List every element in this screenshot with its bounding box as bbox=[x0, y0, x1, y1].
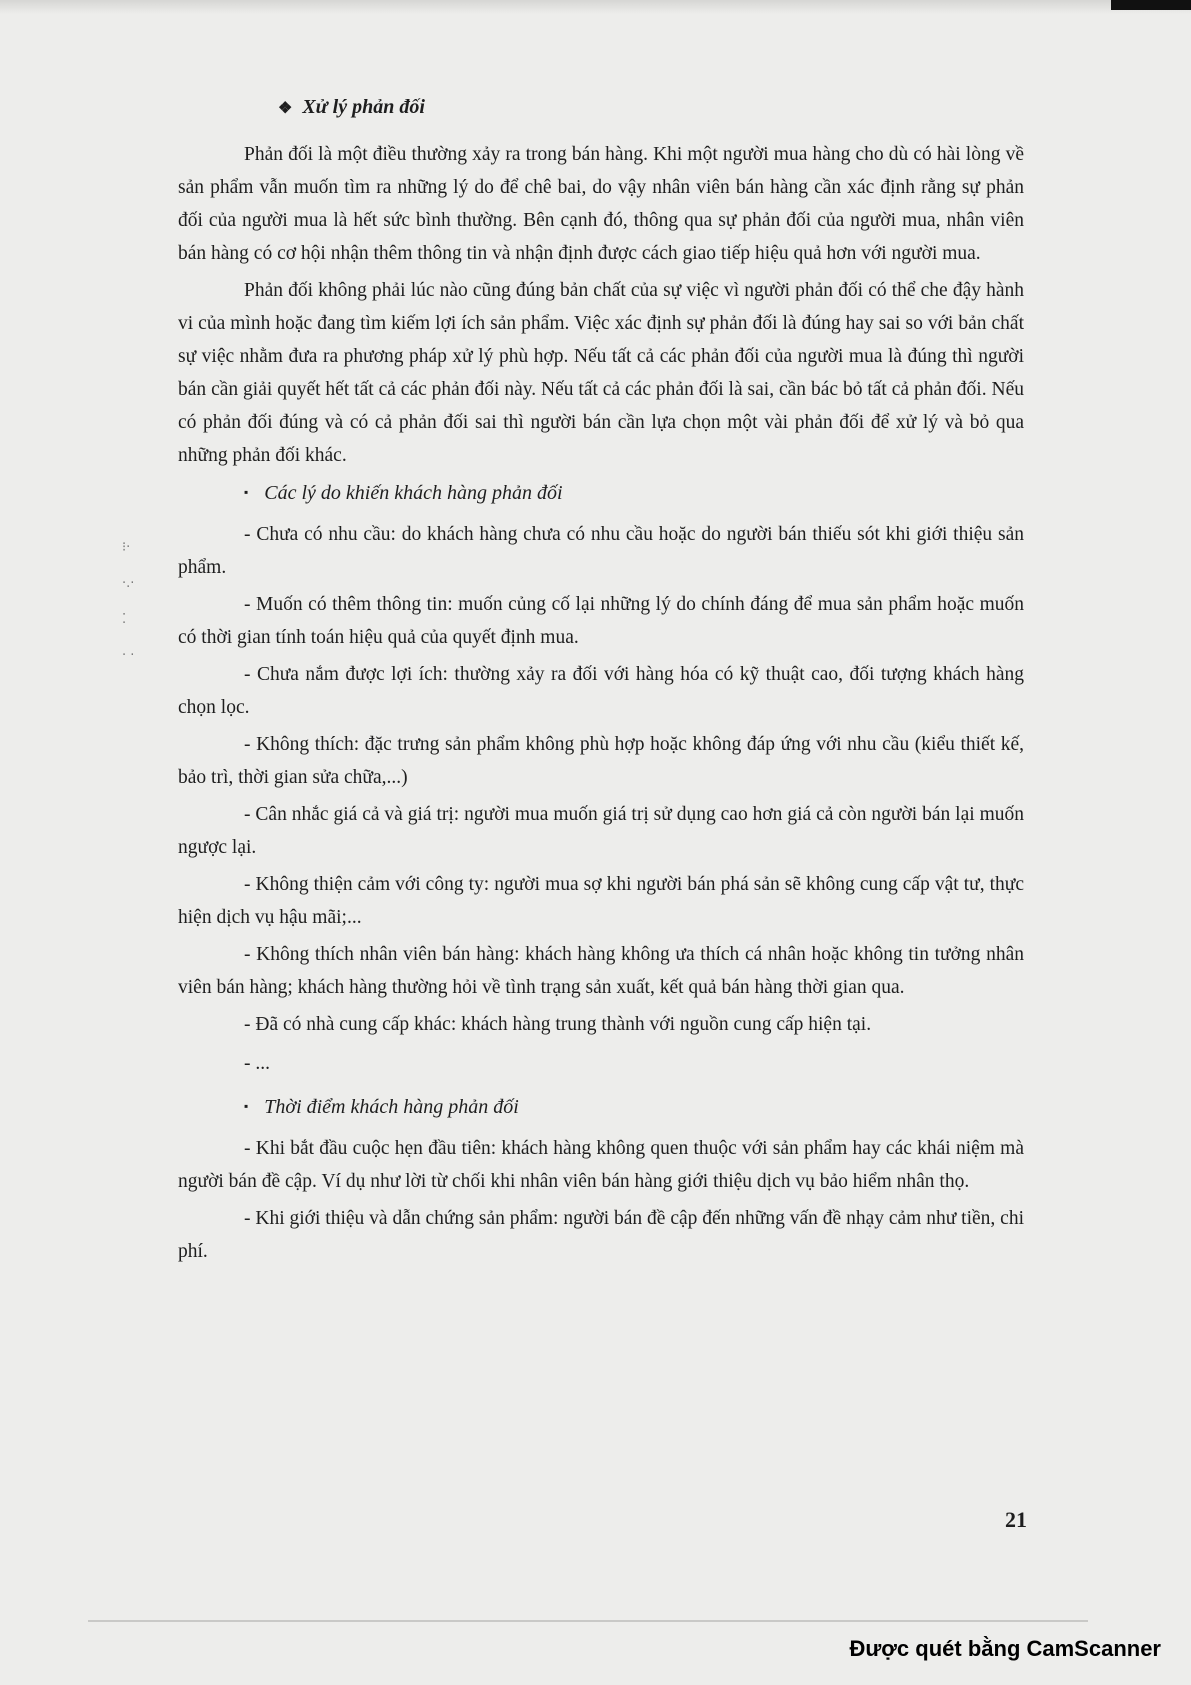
scan-corner-shadow bbox=[1111, 0, 1191, 10]
timing-item: - Khi giới thiệu và dẫn chứng sản phẩm: người bán đề cập đến những vấn đề nhạy cảm như tiền, chi phí. bbox=[178, 1208, 1024, 1262]
square-bullet-icon: ▪ bbox=[244, 1099, 249, 1113]
subsection-heading-timing bbox=[244, 1090, 1024, 1126]
section-heading-text: Xử lý phản đối bbox=[302, 96, 425, 118]
subsection-heading-reasons bbox=[244, 476, 1024, 512]
reason-item: - Không thích: đặc trưng sản phẩm không phù hợp hoặc không đáp ứng với nhu cầu (kiểu thiết kế, bảo trì, thời gian sửa chữa,...) bbox=[178, 734, 1024, 788]
scan-top-edge bbox=[0, 0, 1191, 14]
timing-item: - Khi bắt đầu cuộc hẹn đầu tiên: khách hàng không quen thuộc với sản phẩm hay các khái niệm mà người bán đề cập. Ví dụ như lời từ chối khi nhân viên bán hàng giới thiệu dịch vụ bảo hiểm nhân thọ. bbox=[178, 1138, 1024, 1192]
margin-mark: ·.· bbox=[122, 576, 135, 591]
reason-item: - Không thiện cảm với công ty: người mua sợ khi người bán phá sản sẽ không cung cấp vật tư, thực hiện dịch vụ hậu mãi;... bbox=[178, 874, 1024, 928]
subsection-title: Các lý do khiến khách hàng phản đối bbox=[264, 482, 563, 504]
reason-item: - Đã có nhà cung cấp khác: khách hàng trung thành với nguồn cung cấp hiện tại. bbox=[244, 1014, 872, 1035]
reason-item: - Muốn có thêm thông tin: muốn củng cố lại những lý do chính đáng để mua sản phẩm hoặc muốn có thời gian tính toán hiệu quả của quyết định mua. bbox=[178, 594, 1024, 648]
reason-ellipsis: - ... bbox=[244, 1053, 270, 1074]
square-bullet-icon: ▪ bbox=[244, 485, 249, 499]
reason-item: - Chưa nắm được lợi ích: thường xảy ra đối với hàng hóa có kỹ thuật cao, đối tượng khách hàng chọn lọc. bbox=[178, 664, 1024, 718]
intro-paragraph: Phản đối không phải lúc nào cũng đúng bản chất của sự việc vì người phản đối có thể che đậy hành vi của mình hoặc đang tìm kiếm lợi ích sản phẩm. Việc xác định sự phản đối là đúng hay sai so với bản chất sự việc nhằm đưa ra phương pháp xử lý phù hợp. Nếu tất cả các phản đối của người mua là đúng thì người bán cần giải quyết hết tất cả các phản đối này. Nếu tất cả các phản đối là sai, cần bác bỏ tất cả phản đối. Nếu có phản đối đúng và có cả phản đối sai thì người bán cần lựa chọn một vài phản đối để xử lý và bỏ qua những phản đối khác. bbox=[178, 280, 1024, 466]
subsection-title: Thời điểm khách hàng phản đối bbox=[264, 1096, 519, 1118]
margin-marks bbox=[122, 530, 134, 674]
page-content bbox=[178, 92, 1024, 1272]
reason-item: - Không thích nhân viên bán hàng: khách hàng không ưa thích cá nhân hoặc không tin tưởng nhân viên bán hàng; khách hàng thường hỏi về tình trạng sản xuất, kết quả bán hàng thời gian qua. bbox=[178, 944, 1024, 998]
intro-paragraph: Phản đối là một điều thường xảy ra trong bán hàng. Khi một người mua hàng cho dù có hài lòng về sản phẩm vẫn muốn tìm ra những lý do để chê bai, do vậy nhân viên bán hàng cần xác định rằng sự phản đối của người mua là hết sức bình thường. Bên cạnh đó, thông qua sự phản đối của người mua, nhân viên bán hàng có cơ hội nhận thêm thông tin và nhận định được cách giao tiếp hiệu quả hơn với người mua. bbox=[178, 144, 1024, 264]
page-number: 21 bbox=[1005, 1507, 1027, 1532]
reason-item: - Chưa có nhu cầu: do khách hàng chưa có nhu cầu hoặc do người bán thiếu sót khi giới thiệu sản phẩm. bbox=[178, 524, 1024, 578]
scan-bottom-edge bbox=[88, 1620, 1088, 1622]
diamond-bullet-icon: ❖ bbox=[278, 100, 293, 117]
margin-mark: ⁚ bbox=[122, 612, 127, 627]
margin-mark: ⁝· bbox=[122, 540, 131, 555]
reason-item: - Cân nhắc giá cả và giá trị: người mua muốn giá trị sử dụng cao hơn giá cả còn người bán lại muốn ngược lại. bbox=[178, 804, 1024, 858]
section-heading bbox=[278, 92, 1024, 124]
margin-mark: · · bbox=[122, 648, 135, 663]
camscanner-watermark: Được quét bằng CamScanner bbox=[849, 1636, 1161, 1661]
